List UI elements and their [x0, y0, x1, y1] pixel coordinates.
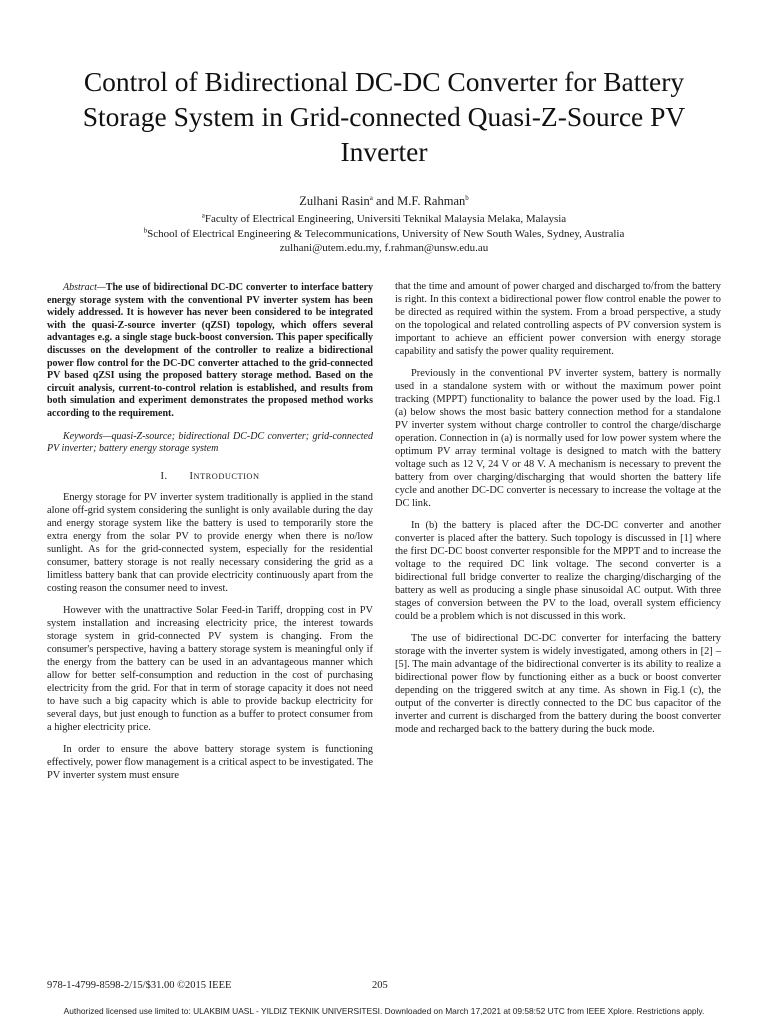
author-name: Zulhani Rasin — [299, 194, 370, 208]
author-emails: zulhani@utem.edu.my, f.rahman@unsw.edu.au — [279, 242, 489, 254]
section-title-rest: NTRODUCTION — [193, 471, 260, 481]
body-paragraph: The use of bidirectional DC-DC converter for interfacing the battery storage with the inverter system is widely investigated, among others in [2] – [5]. The main advantage of the bidirectional converter is its ability to realize a bidirectional power flow by functioning either as a buck or boost converter depending on the triggered switch at any time. As shown in Fig.1 (c), the output of the converter is directly connected to the DC bus capacitor of the inverter and current is discharged from the battery during the boost converter mode and recharged back to the battery during the buck mode. — [395, 633, 721, 735]
keywords: Keywords—quasi-Z-source; bidirectional DC-DC converter; grid-connected PV inverter; battery energy storage system — [47, 430, 373, 455]
body-paragraph: that the time and amount of power charged and discharged to/from the battery is right. In this context a bidirectional power flow control enable the power to be directed as required within the system. From a broad perspective, a study on the topological and related controlling aspects of PV conversion system is important to achieve an efficient power conversion with energy storage capability and satisfy the power quality requirement. — [395, 281, 721, 357]
author-name: M.F. Rahman — [397, 194, 466, 208]
affiliation-text: School of Electrical Engineering & Telecommunications, University of New South Wales, Sydney, Australia — [147, 228, 625, 240]
body-paragraph: Previously in the conventional PV inverter system, battery is normally used in a standalone system with or without the maximum power point tracking (MPPT) functionality to balance the power used by the load. Fig.1 (a) below shows the most basic battery connection method for a standalone PV inverter system without charge controller to control the charge/discharge operation. Connection in (a) is normally used for low power system where the optimum PV array terminal voltage is designed to match with the battery voltage such as 12 V, 24 V or 48 V. A mechanism is necessary to prevent the battery from over charging/discharging that would shorten the battery life cycle and another DC-DC converter is necessary to increase the voltage at the DC link. — [395, 368, 721, 509]
body-paragraph: However with the unattractive Solar Feed-in Tariff, dropping cost in PV system installation and increasing electricity price, the interest towards storage system in grid-connected PV system is changing. From the consumer's perspective, having a battery storage system is meaningful only if the energy from the battery can be used in an advantageous manner which allow for better self-consumption and reduction in the cost of purchasing electricity from the grid. For that in term of storage capacity it does not need to have such a big capacity which is able to provide backup electricity for several days, but just enough to function as a buffer to protect consumer from a higher electricity price. — [47, 604, 373, 733]
author-line — [0, 193, 768, 209]
abstract — [47, 282, 373, 421]
affiliation-mark: a — [369, 193, 373, 202]
left-column — [47, 282, 373, 791]
author-separator: and — [372, 194, 398, 208]
paper-title: Control of Bidirectional DC-DC Converter for Battery Storage System in Grid-connected Quasi-Z-Source PV Inverter — [82, 66, 686, 167]
body-paragraph: In order to ensure the above battery storage system is functioning effectively, power flow management is a critical aspect to be investigated. The PV inverter system must ensure — [47, 743, 373, 781]
section-heading — [47, 470, 373, 483]
affiliation-mark: a — [201, 211, 205, 220]
affiliation-text: Faculty of Electrical Engineering, Universiti Teknikal Malaysia Melaka, Malaysia — [204, 213, 567, 225]
affiliation-line — [0, 227, 768, 241]
abstract-text: The use of bidirectional DC-DC converter to interface battery energy storage system with the conventional PV inverter system has been widely addressed. It is however has never been considered to be integrated with the quasi-Z-source inverter (qZSI) topology, which offers several advantages e.g. a single stage buck-boost conversion. This paper specifically discusses on the development of the controller to realize a bidirectional power flow control for the DC-DC converter attached to the grid-connected PV based qZSI using the proposed battery storage method. Based on the circuit analysis, current-to-control relation is established, and results from both simulation and experiment demonstrates the proposed method works according to the requirement. — [47, 282, 373, 419]
affiliation-line — [0, 212, 768, 226]
body-paragraph: In (b) the battery is placed after the DC-DC converter and another converter is placed after the battery. Such topology is discussed in [1] where the first DC-DC boost converter responsible for the MPPT and to increase the voltage to the required DC link voltage. The second converter is a bidirectional full bridge converter to realize the charging/discharging of the battery as well as producing a single phase sinusoidal AC output. With three stages of conversion between the PV to the load, overall system efficiency could be a problem which is not discussed in this work. — [395, 520, 721, 622]
isbn-copyright: 978-1-4799-8598-2/15/$31.00 ©2015 IEEE — [47, 980, 232, 991]
abstract-lead: Abstract— — [63, 282, 106, 293]
section-title-initial: I — [189, 470, 194, 482]
body-paragraph: Energy storage for PV inverter system traditionally is applied in the stand alone off-grid system considering the sunlight is only available during the day and energy storage system like the battery is used to temporarily store the extra energy from the solar PV to provide energy when there is no/low sunlight. As for the grid-connected system, especially for the residential consumer, battery storage is not really necessary considering the grid as a limitless battery bank that can provide electricity continuously apart from the costing reason the consumer need to invest. — [47, 491, 373, 594]
affiliation-mark: b — [465, 193, 469, 202]
page-number: 205 — [372, 980, 388, 991]
right-column — [395, 280, 721, 745]
section-number: I. — [160, 470, 168, 482]
license-notice: Authorized licensed use limited to: ULAKBIM UASL - YILDIZ TEKNIK UNIVERSITESI. Downloaded on March 17,2021 at 09:58:52 UTC from IEEE Xplore. Restrictions apply. — [63, 1006, 705, 1016]
affiliation-mark: b — [143, 226, 148, 235]
